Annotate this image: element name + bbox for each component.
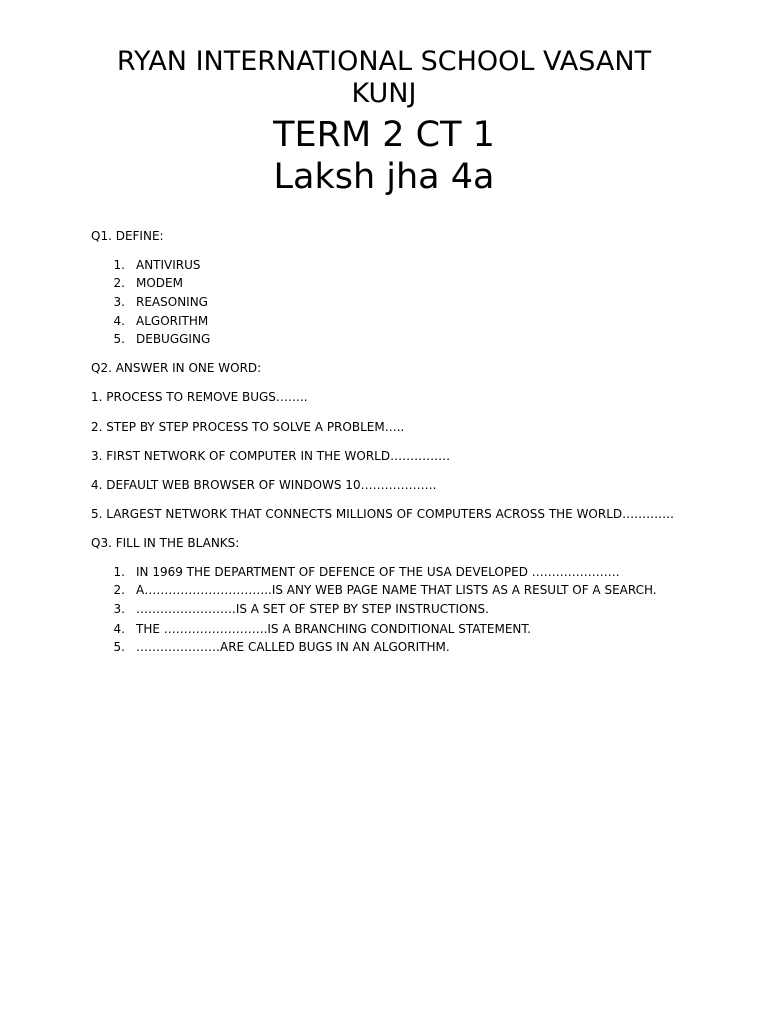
q3-item-number: 4. (113, 622, 125, 636)
q1-item-number: 2. (113, 276, 125, 290)
q3-item-5: …………………ARE CALLED BUGS IN AN ALGORITHM. (136, 640, 450, 654)
q3-item-3: …………………….IS A SET OF STEP BY STEP INSTRUCTIONS. (136, 602, 489, 616)
q3-item-1: IN 1969 THE DEPARTMENT OF DEFENCE OF THE USA DEVELOPED …………………. (136, 565, 620, 579)
q3-item-number: 3. (113, 602, 125, 616)
q2-item-3: 3. FIRST NETWORK OF COMPUTER IN THE WORLD…………… (91, 449, 451, 463)
q3-item-number: 5. (113, 640, 125, 654)
q3-item-4: THE ……………………..IS A BRANCHING CONDITIONAL STATEMENT. (136, 622, 532, 636)
q2-item-4: 4. DEFAULT WEB BROWSER OF WINDOWS 10………………. (91, 478, 437, 492)
q1-item-antivirus: ANTIVIRUS (136, 258, 201, 272)
q2-item-2: 2. STEP BY STEP PROCESS TO SOLVE A PROBLEM….. (91, 420, 405, 434)
q1-title: Q1. DEFINE: (91, 229, 164, 243)
q1-item-debugging: DEBUGGING (136, 332, 211, 346)
q2-item-1: 1. PROCESS TO REMOVE BUGS…….. (91, 390, 308, 404)
student-name: Laksh jha 4a (273, 157, 495, 197)
q1-item-algorithm: ALGORITHM (136, 314, 209, 328)
q1-item-reasoning: REASONING (136, 295, 208, 309)
q1-item-number: 4. (113, 314, 125, 328)
q1-item-number: 3. (113, 295, 125, 309)
q2-title: Q2. ANSWER IN ONE WORD: (91, 361, 262, 375)
test-title: TERM 2 CT 1 (273, 115, 495, 155)
q3-item-2: A…………………………..IS ANY WEB PAGE NAME THAT LISTS AS A RESULT OF A SEARCH. (136, 583, 657, 597)
q2-item-5: 5. LARGEST NETWORK THAT CONNECTS MILLIONS OF COMPUTERS ACROSS THE WORLD…………. (91, 507, 674, 521)
q1-item-number: 5. (113, 332, 125, 346)
school-name: RYAN INTERNATIONAL SCHOOL VASANT KUNJ (116, 46, 652, 109)
q3-item-number: 1. (113, 565, 125, 579)
q1-item-modem: MODEM (136, 276, 183, 290)
q3-title: Q3. FILL IN THE BLANKS: (91, 536, 240, 550)
q1-item-number: 1. (113, 258, 125, 272)
q3-item-number: 2. (113, 583, 125, 597)
